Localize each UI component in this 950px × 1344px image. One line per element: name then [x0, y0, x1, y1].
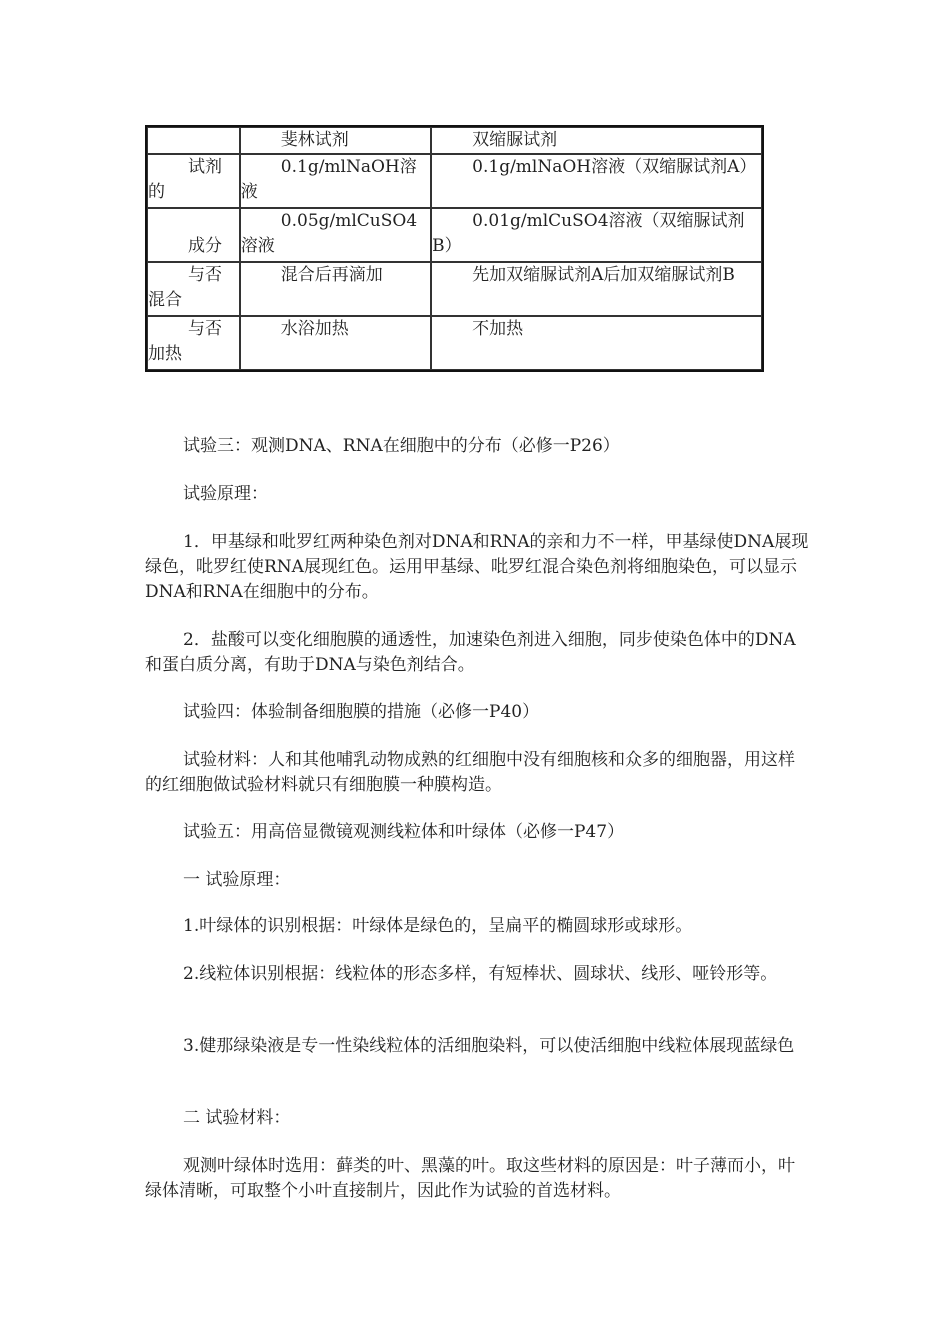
row-label: 与否混合 — [147, 262, 240, 316]
section-1-heading: 一 试验原理： — [183, 870, 291, 890]
chloroplast-materials: 观测叶绿体时选用：藓类的叶、黑藻的叶。取这些材料的原因是：叶子薄而小，叶绿体清晰，可取整个小叶直接制片，因此作为试验的首选材料。 — [145, 1156, 795, 1201]
experiment-3-heading: 试验三：观测DNA、RNA在细胞中的分布（必修一P26） — [183, 436, 620, 456]
biuret-cell: 0.1g/mlNaOH溶液（双缩脲试剂A） — [431, 154, 762, 208]
reagent-comparison-table — [145, 125, 764, 372]
janus-green-stain: 3.健那绿染液是专一性染线粒体的活细胞染料，可以使活细胞中线粒体展现蓝绿色 — [183, 1036, 795, 1056]
biuret-cell: 不加热 — [431, 316, 762, 370]
experiment-4-materials: 试验材料：人和其他哺乳动物成熟的红细胞中没有细胞核和众多的细胞器，用这样的红细胞做试验材料就只有细胞膜一种膜构造。 — [145, 750, 795, 795]
table-row — [147, 316, 762, 370]
table-row — [147, 262, 762, 316]
row-label: 试剂的 — [147, 154, 240, 208]
table-row — [147, 208, 762, 262]
biuret-cell: 先加双缩脲试剂A后加双缩脲试剂B — [431, 262, 762, 316]
row-label: 成分 — [147, 208, 240, 262]
fehling-cell: 水浴加热 — [240, 316, 431, 370]
fehling-cell: 混合后再滴加 — [240, 262, 431, 316]
principle-item-1: 1．甲基绿和吡罗红两种染色剂对DNA和RNA的亲和力不一样，甲基绿使DNA展现绿色，吡罗红使RNA展现红色。运用甲基绿、吡罗红混合染色剂将细胞染色，可以显示DNA和RNA在细胞中的分布。 — [145, 532, 809, 602]
biuret-cell: 0.01g/mlCuSO4溶液（双缩脲试剂B） — [431, 208, 762, 262]
chloroplast-basis: 1.叶绿体的识别根据：叶绿体是绿色的，呈扁平的椭圆球形或球形。 — [183, 916, 693, 936]
table-header-biuret: 双缩脲试剂 — [431, 127, 762, 154]
principle-heading: 试验原理： — [183, 484, 268, 504]
table-header-row — [147, 127, 762, 154]
table-row — [147, 154, 762, 208]
row-label: 与否加热 — [147, 316, 240, 370]
principle-item-2: 2．盐酸可以变化细胞膜的通透性，加速染色剂进入细胞，同步使染色体中的DNA和蛋白质分离，有助于DNA与染色剂结合。 — [145, 630, 796, 675]
section-2-heading: 二 试验材料： — [183, 1108, 291, 1128]
table-header-fehling: 斐林试剂 — [240, 127, 431, 154]
fehling-cell: 0.1g/mlNaOH溶液 — [240, 154, 431, 208]
table-header-empty — [147, 127, 240, 154]
mitochondria-basis: 2.线粒体识别根据：线粒体的形态多样，有短棒状、圆球状、线形、哑铃形等。 — [183, 964, 778, 984]
experiment-4-heading: 试验四：体验制备细胞膜的措施（必修一P40） — [183, 702, 540, 722]
experiment-5-heading: 试验五：用高倍显微镜观测线粒体和叶绿体（必修一P47） — [183, 822, 625, 842]
fehling-cell: 0.05g/mlCuSO4溶液 — [240, 208, 431, 262]
